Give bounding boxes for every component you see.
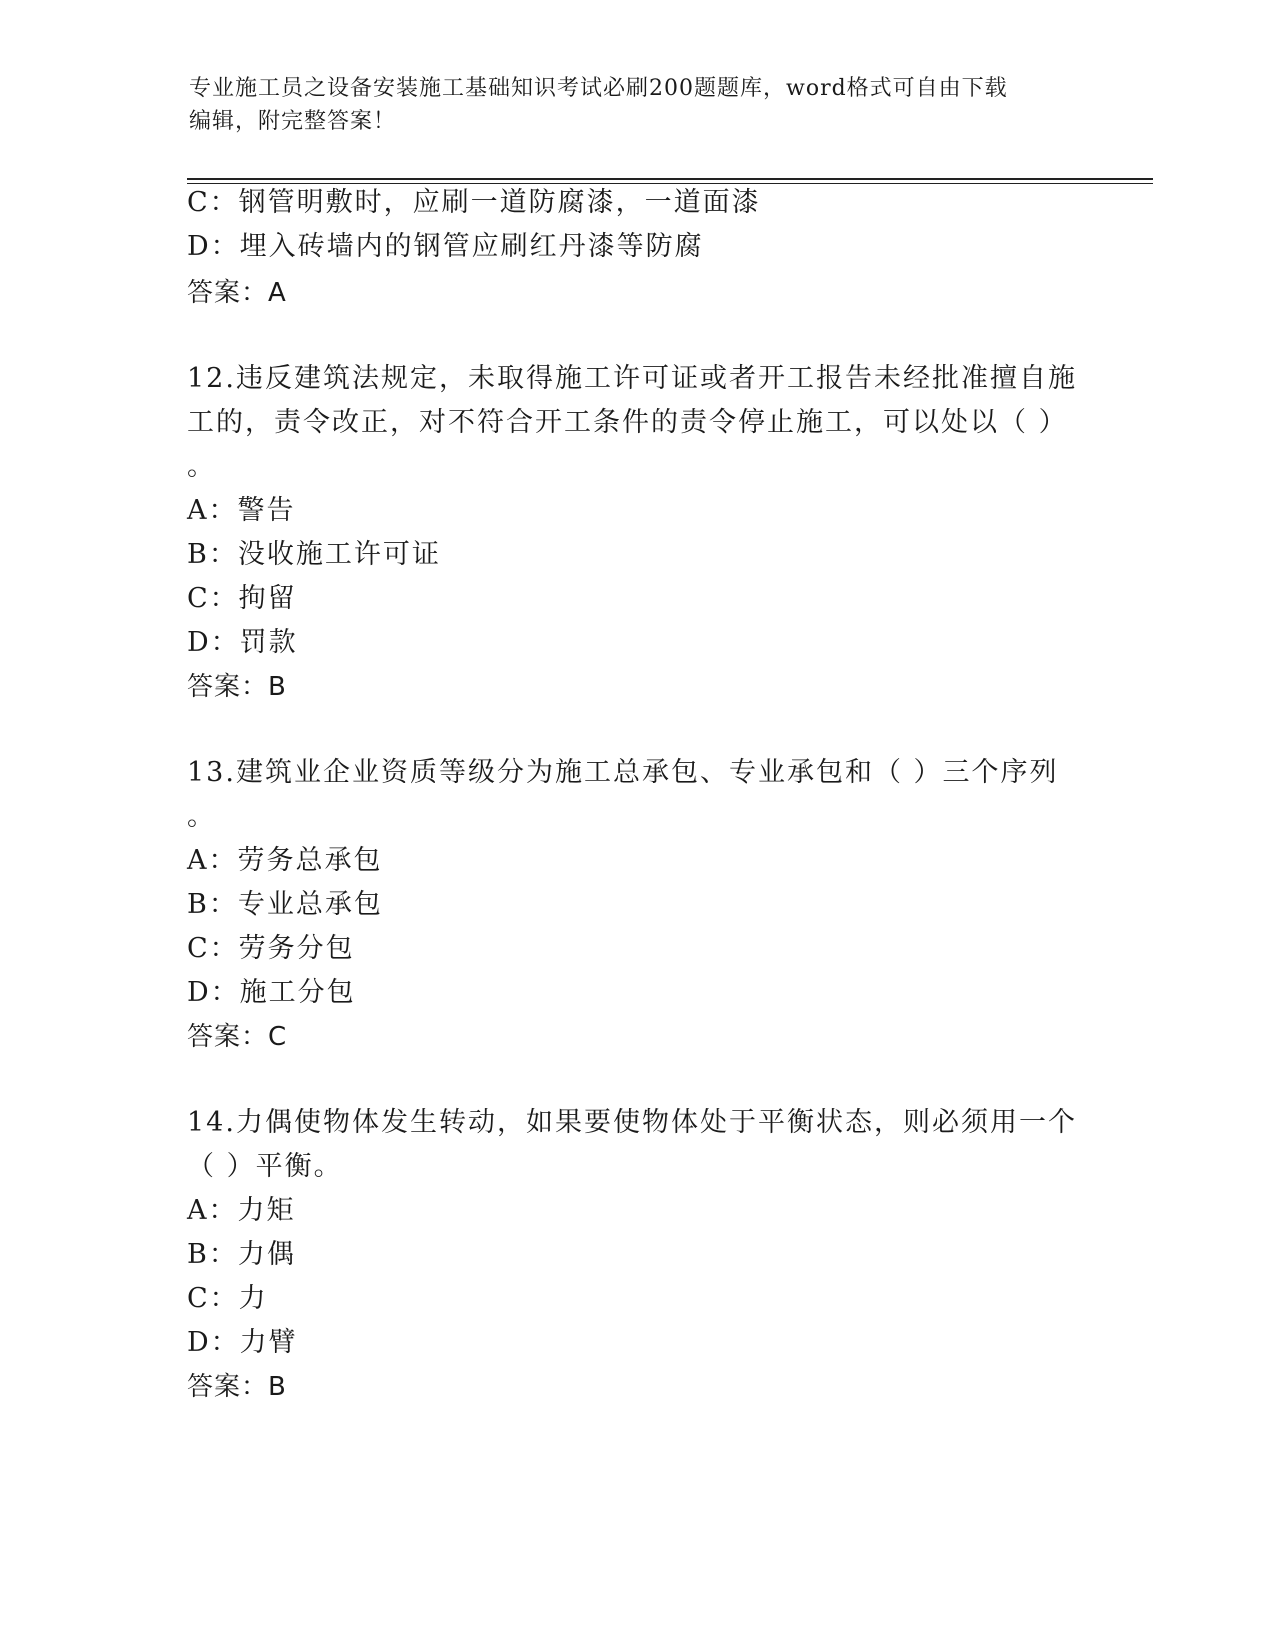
q14-option-a: A：力矩	[187, 1195, 296, 1226]
q13-option-b: B：专业总承包	[187, 889, 383, 920]
q12-stem-line3: 。	[187, 451, 216, 482]
document-header	[189, 72, 1089, 138]
prev-question-answer: 答案：A	[187, 278, 287, 308]
q12-option-d: D：罚款	[187, 627, 298, 658]
q13-stem-line2: 。	[187, 801, 216, 832]
q14-option-c: C：力	[187, 1283, 268, 1314]
q12-stem-line2: 工的，责令改正，对不符合开工条件的责令停止施工，可以处以（ ）	[187, 407, 1068, 438]
q13-option-c: C：劳务分包	[187, 933, 355, 964]
q14-option-b: B：力偶	[187, 1239, 296, 1270]
q12-stem-line1: 12.违反建筑法规定，未取得施工许可证或者开工报告未经批准擅自施	[187, 363, 1077, 394]
prev-question-option-c: C：钢管明敷时，应刷一道防腐漆，一道面漆	[187, 187, 761, 218]
q12-option-b: B：没收施工许可证	[187, 539, 441, 570]
header-divider-thick	[187, 178, 1153, 180]
q14-answer: 答案：B	[187, 1372, 287, 1402]
q14-option-d: D：力臂	[187, 1327, 298, 1358]
header-title-line1: 专业施工员之设备安装施工基础知识考试必刷200题题库，word格式可自由下载	[189, 76, 1008, 101]
q13-option-a: A：劳务总承包	[187, 845, 383, 876]
q13-option-d: D：施工分包	[187, 977, 356, 1008]
q14-stem-line1: 14.力偶使物体发生转动，如果要使物体处于平衡状态，则必须用一个	[187, 1107, 1077, 1138]
q12-answer: 答案：B	[187, 672, 287, 702]
header-divider-thin	[187, 183, 1153, 184]
q12-option-c: C：拘留	[187, 583, 297, 614]
q12-option-a: A：警告	[187, 495, 296, 526]
q13-stem-line1: 13.建筑业企业资质等级分为施工总承包、专业承包和（ ）三个序列	[187, 757, 1059, 788]
q13-answer: 答案：C	[187, 1022, 288, 1052]
prev-question-option-d: D：埋入砖墙内的钢管应刷红丹漆等防腐	[187, 231, 704, 262]
q14-stem-line2: （ ）平衡。	[187, 1151, 343, 1182]
header-title-line2: 编辑，附完整答案！	[189, 109, 397, 134]
